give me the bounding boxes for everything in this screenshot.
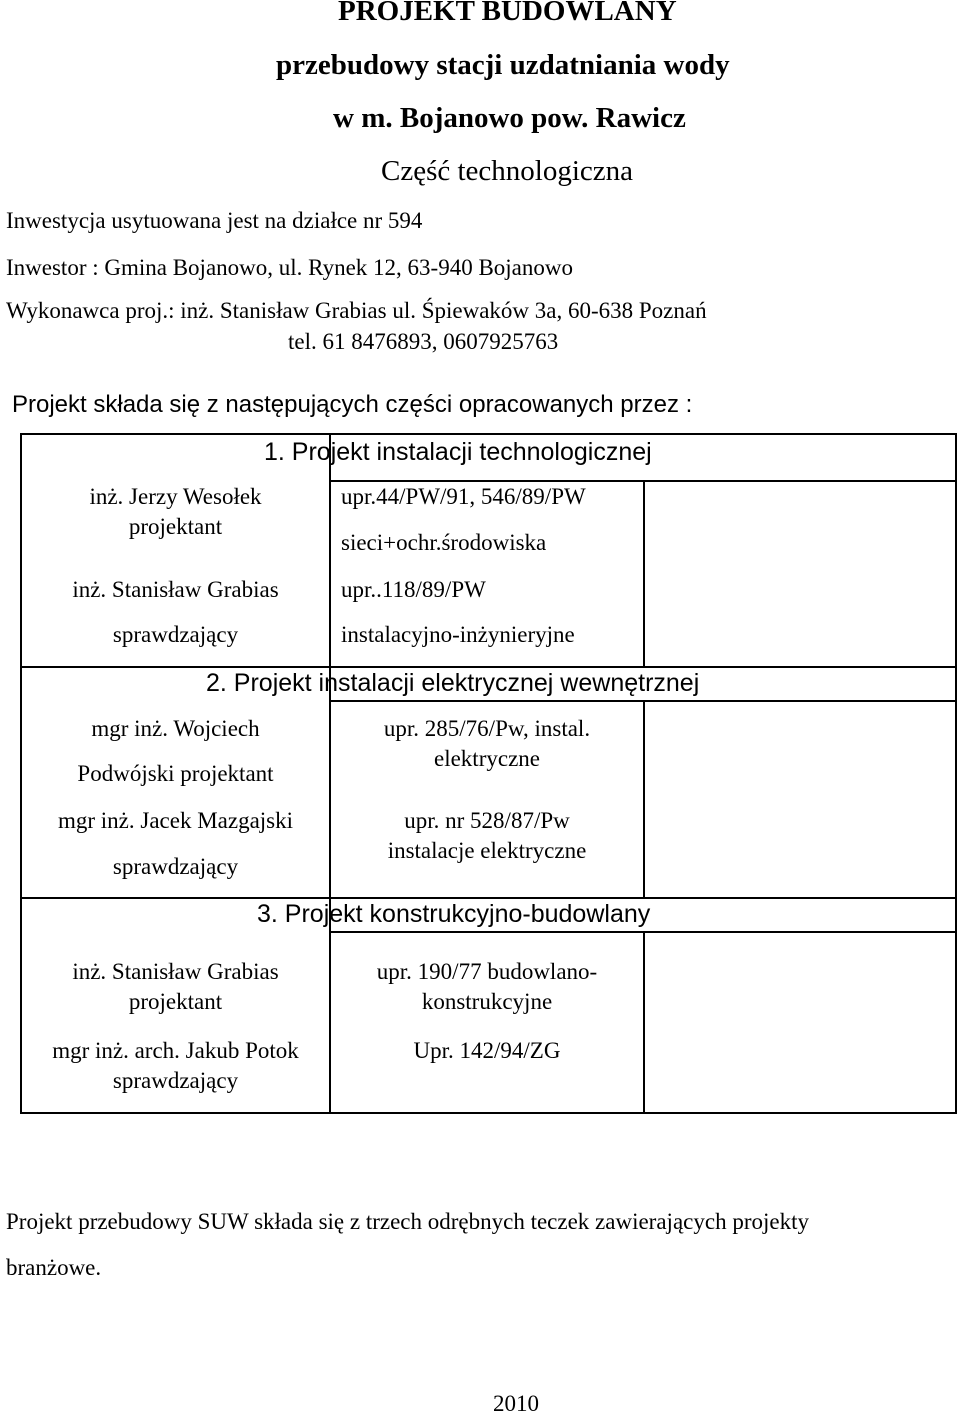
- checker-role: sprawdzający: [112, 1068, 239, 1093]
- project-part: Część technologiczna: [381, 155, 634, 187]
- checker-name: mgr inż. arch. Jakub Potok: [52, 1038, 299, 1063]
- footer-note-continued: branżowe.: [6, 1255, 102, 1280]
- author-role: Podwójski projektant: [77, 761, 274, 786]
- project-description: przebudowy stacji uzdatniania wody: [276, 49, 730, 81]
- checker-name: mgr inż. Jacek Mazgajski: [57, 808, 294, 833]
- checker-name: inż. Stanisław Grabias: [72, 577, 279, 602]
- author-role: projektant: [128, 989, 223, 1014]
- author-license: upr.44/PW/91, 546/89/PW: [341, 484, 586, 509]
- checker-license: upr..118/89/PW: [341, 577, 486, 602]
- author-name: inż. Stanisław Grabias: [72, 959, 279, 984]
- checker-license-scope: instalacje elektryczne: [387, 838, 587, 863]
- author-license-scope: sieci+ochr.środowiska: [341, 530, 547, 555]
- checker-license: Upr. 142/94/ZG: [413, 1038, 561, 1063]
- author-license-scope: konstrukcyjne: [421, 989, 553, 1014]
- author-license-scope: elektryczne: [434, 746, 540, 771]
- author-license: upr. 190/77 budowlano-: [376, 959, 598, 984]
- checker-license: upr. nr 528/87/Pw: [404, 808, 570, 833]
- table-divider: [643, 931, 645, 1114]
- contractor-phone: tel. 61 8476893, 0607925763: [288, 329, 559, 354]
- project-location: w m. Bojanowo pow. Rawicz: [333, 102, 686, 134]
- author-role: projektant: [128, 514, 223, 539]
- author-name: mgr inż. Wojciech: [91, 716, 260, 741]
- footer-note: Projekt przebudowy SUW składa się z trzech odrębnych teczek zawierających projekty: [6, 1209, 809, 1234]
- section-title: 3. Projekt konstrukcyjno-budowlany: [257, 900, 651, 928]
- section-title: 2. Projekt instalacji elektrycznej wewnętrznej: [206, 669, 700, 697]
- document-title: PROJEKT BUDOWLANY: [338, 0, 677, 27]
- parts-intro: Projekt składa się z następujących części opracowanych przez :: [12, 391, 693, 418]
- checker-role: sprawdzający: [112, 854, 239, 879]
- checker-license-scope: instalacyjno-inżynieryjne: [341, 622, 575, 647]
- document-year: 2010: [493, 1391, 539, 1416]
- investor-info: Inwestor : Gmina Bojanowo, ul. Rynek 12, 63-940 Bojanowo: [6, 255, 573, 280]
- section-title: 1. Projekt instalacji technologicznej: [264, 438, 652, 466]
- plot-info: Inwestycja usytuowana jest na działce nr 594: [6, 208, 423, 233]
- checker-role: sprawdzający: [112, 622, 239, 647]
- contractor-info: Wykonawca proj.: inż. Stanisław Grabias ul. Śpiewaków 3a, 60-638 Poznań: [6, 298, 707, 323]
- table-divider: [643, 480, 645, 667]
- table-divider: [643, 700, 645, 898]
- author-name: inż. Jerzy Wesołek: [89, 484, 262, 509]
- author-license: upr. 285/76/Pw, instal.: [383, 716, 591, 741]
